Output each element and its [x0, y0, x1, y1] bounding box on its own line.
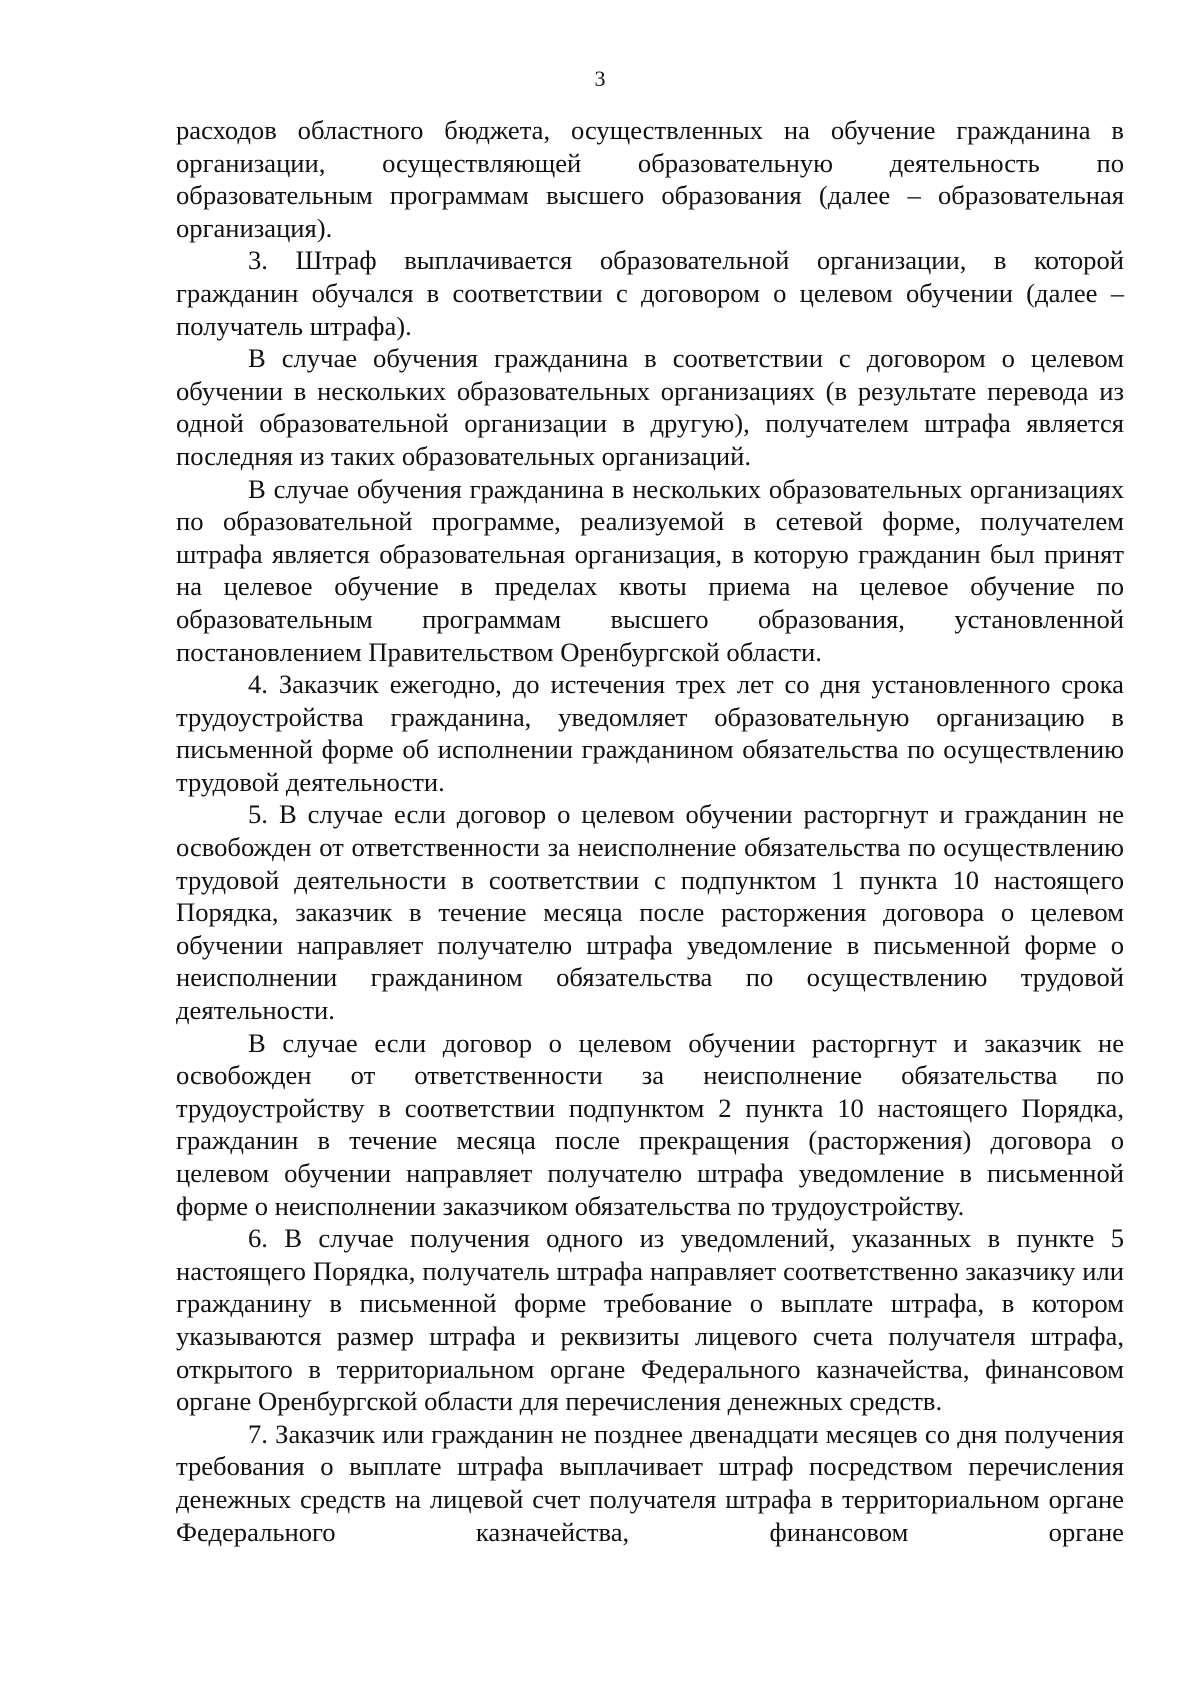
paragraph-item-5: 5. В случае если договор о целевом обучении расторгнут и гражданин не освобожден от ответственности за неисполнение обязательства по осуществлению трудовой деятельности в соответствии с подпунктом 1 пункта 10 настоящего Порядка, заказчик в течение месяца после расторжения договора о целевом обучении направляет получателю штрафа уведомление в письменной форме о неисполнении гражданином обязательства по осуществлению трудовой деятельности.	[176, 799, 1124, 1026]
paragraph-item-5-employer-case: В случае если договор о целевом обучении расторгнут и заказчик не освобожден от ответственности за неисполнение обязательства по трудоустройству в соответствии подпунктом 2 пункта 10 настоящего Порядка, гражданин в течение месяца после прекращения (расторжения) договора о целевом обучении направляет получателю штрафа уведомление в письменной форме о неисполнении заказчиком обязательства по трудоустройству.	[176, 1027, 1124, 1221]
document-body	[176, 114, 1124, 1548]
paragraph-continuation: расходов областного бюджета, осуществленных на обучение гражданина в организации, осуществляющей образовательную деятельность по образовательным программам высшего образования (далее – образовательная организация).	[176, 115, 1124, 243]
paragraph-transfer-case: В случае обучения гражданина в соответствии с договором о целевом обучении в нескольких образовательных организациях (в результате перевода из одной образовательной организации в другую), получателем штрафа является последняя из таких образовательных организаций.	[176, 343, 1124, 471]
paragraph-item-4: 4. Заказчик ежегодно, до истечения трех лет со дня установленного срока трудоустройства гражданина, уведомляет образовательную организацию в письменной форме об исполнении гражданином обязательства по осуществлению трудовой деятельности.	[176, 669, 1124, 797]
paragraph-item-7: 7. Заказчик или гражданин не позднее двенадцати месяцев со дня получения требования о выплате штрафа выплачивает штраф посредством перечисления денежных средств на лицевой счет получателя штрафа в территориальном органе Федерального казначейства, финансовом органе	[176, 1418, 1124, 1547]
paragraph-item-3: 3. Штраф выплачивается образовательной организации, в которой гражданин обучался в соответствии с договором о целевом обучении (далее – получатель штрафа).	[176, 245, 1124, 341]
paragraph-network-form-case: В случае обучения гражданина в нескольких образовательных организациях по образовательной программе, реализуемой в сетевой форме, получателем штрафа является образовательная организация, в которую гражданин был принят на целевое обучение в пределах квоты приема на целевое обучение по образовательным программам высшего образования, установленной постановлением Правительством Оренбургской области.	[176, 473, 1124, 667]
page-number: 3	[594, 66, 606, 91]
paragraph-item-6: 6. В случае получения одного из уведомлений, указанных в пункте 5 настоящего Порядка, получатель штрафа направляет соответственно заказчику или гражданину в письменной форме требование о выплате штрафа, в котором указываются размер штрафа и реквизиты лицевого счета получателя штрафа, открытого в территориальном органе Федерального казначейства, финансовом органе Оренбургской области для перечисления денежных средств.	[176, 1223, 1124, 1417]
